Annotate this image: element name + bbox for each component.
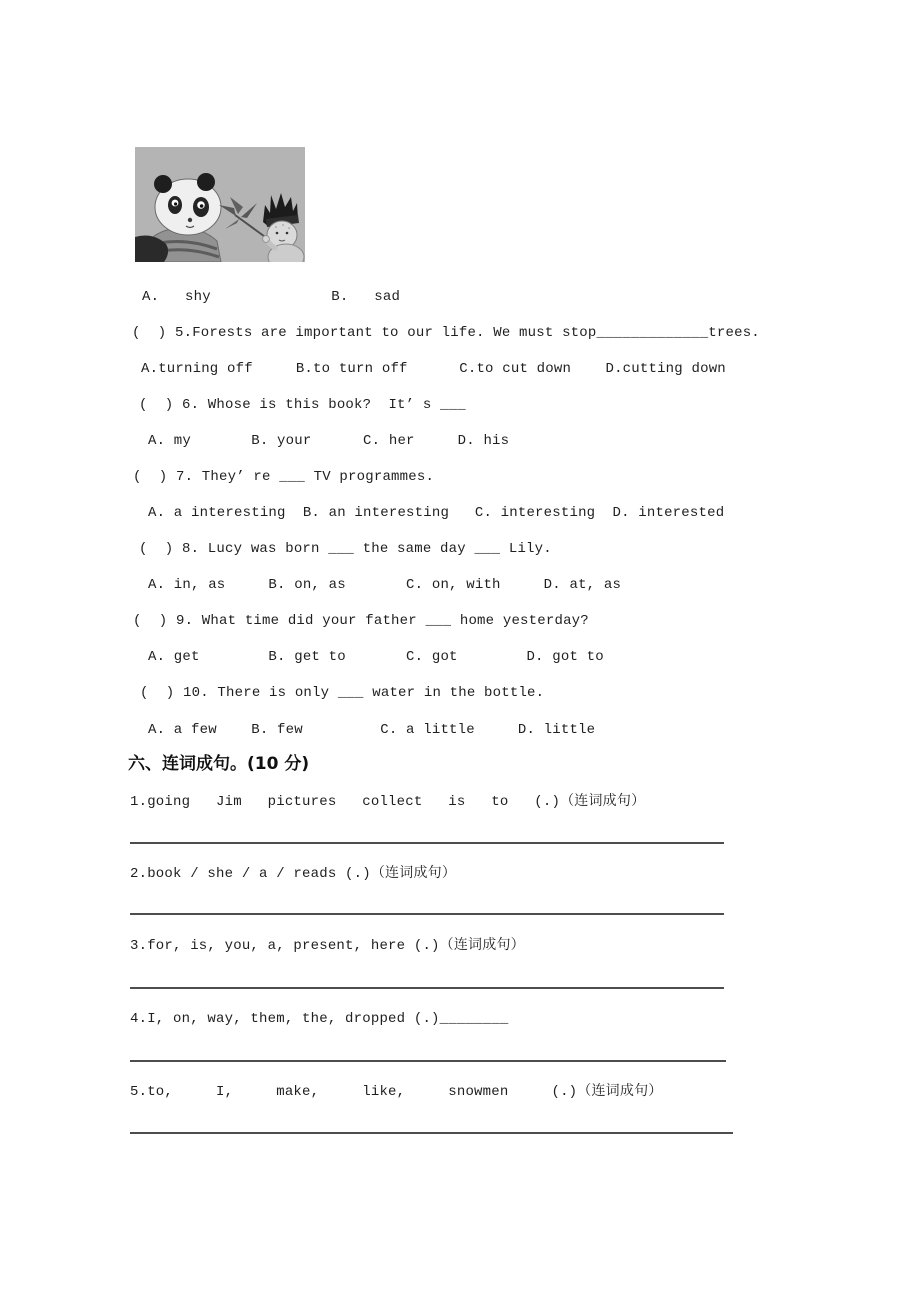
q6-options: A. my B. your C. her D. his — [148, 433, 510, 449]
answer-line-5 — [130, 1132, 733, 1134]
q7-options: A. a interesting B. an interesting C. interesting D. interested — [148, 505, 725, 521]
section6-title: 六、连词成句。(10 分) — [128, 754, 310, 774]
q8-stem: ( ) 8. Lucy was born ___ the same day ___ Lily. — [139, 541, 552, 557]
answer-line-3 — [130, 987, 724, 989]
q6-stem: ( ) 6. Whose is this book? It’ s ___ — [139, 397, 466, 413]
q10-options: A. a few B. few C. a little D. little — [148, 722, 596, 738]
q8-options: A. in, as B. on, as C. on, with D. at, as — [148, 577, 622, 593]
question-image — [135, 147, 305, 262]
section6-item-3: 3.for, is, you, a, present, here (.)（连词成句） — [130, 938, 525, 954]
answer-line-2 — [130, 913, 724, 915]
answer-line-1 — [130, 842, 724, 844]
panda-cartoon — [135, 147, 305, 262]
q10-stem: ( ) 10. There is only ___ water in the bottle. — [140, 685, 545, 701]
q9-stem: ( ) 9. What time did your father ___ home yesterday? — [133, 613, 589, 629]
q5-stem: ( ) 5.Forests are important to our life. We must stop_____________trees. — [132, 325, 760, 341]
q4-options-line: A. shy B. sad — [142, 289, 401, 305]
q5-options: A.turning off B.to turn off C.to cut down D.cutting down — [141, 361, 726, 377]
q7-stem: ( ) 7. They’ re ___ TV programmes. — [133, 469, 435, 485]
section6-item-2: 2.book / she / a / reads (.)（连词成句） — [130, 866, 457, 882]
section6-item-1: 1.going Jim pictures collect is to (.)（连词成句） — [130, 794, 646, 810]
section6-item-5: 5.to, I, make, like, snowmen (.)（连词成句） — [130, 1084, 663, 1100]
section6-item-4: 4.I, on, way, them, the, dropped (.)________ — [130, 1011, 509, 1027]
q9-options: A. get B. get to C. got D. got to — [148, 649, 604, 665]
answer-line-4 — [130, 1060, 726, 1062]
